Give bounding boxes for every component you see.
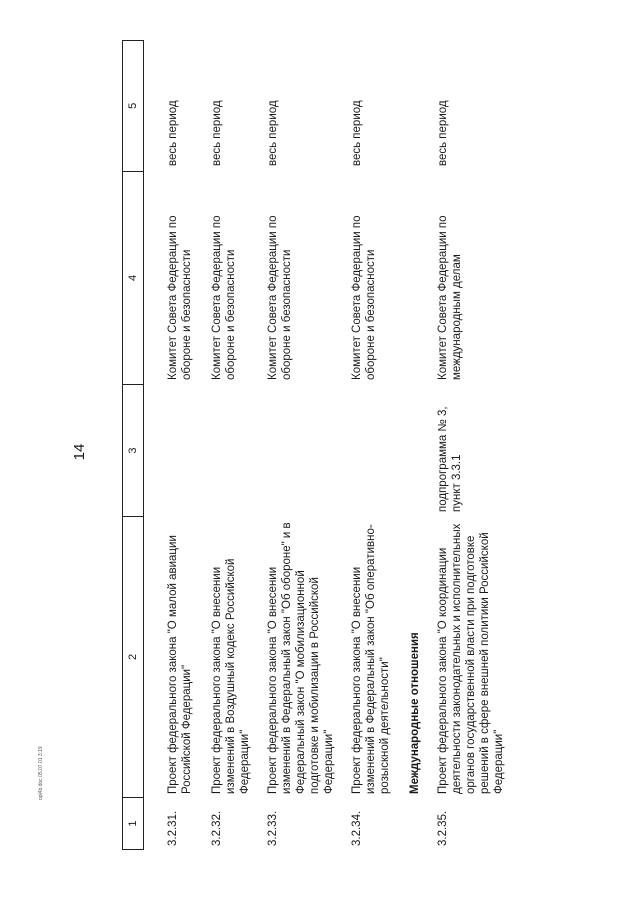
table-header bbox=[122, 40, 144, 850]
table-row bbox=[350, 40, 392, 850]
row-responsible: Комитет Совета Федерации по международным делам bbox=[437, 215, 463, 380]
row-number: 3.2.34. bbox=[351, 810, 363, 846]
row-number: 3.2.31. bbox=[167, 810, 179, 846]
row-program: подпрограмма № 3, пункт 3.3.1 bbox=[437, 406, 463, 512]
row-program bbox=[350, 384, 392, 516]
row-period: весь период bbox=[267, 100, 279, 166]
page-number: 14 bbox=[71, 443, 88, 461]
row-period: весь период bbox=[437, 100, 449, 166]
table-body bbox=[144, 40, 506, 850]
row-program bbox=[166, 384, 194, 516]
header-col-2: 2 bbox=[123, 516, 143, 797]
row-number: 3.2.35. bbox=[437, 810, 449, 846]
row-period: весь период bbox=[211, 100, 223, 166]
header-col-3: 3 bbox=[123, 384, 143, 516]
header-col-4: 4 bbox=[123, 171, 143, 384]
row-name: Проект федерального закона "О малой авиации Российской Федерации" bbox=[167, 535, 193, 794]
row-number: 3.2.32. bbox=[211, 810, 223, 846]
section-title: Международные отношения bbox=[409, 632, 421, 794]
row-responsible: Комитет Совета Федерации по обороне и безопасности bbox=[351, 215, 377, 380]
row-name: Проект федерального закона "О внесении изменений в Федеральный закон "Об обороне" и в Федеральный закон "О мобилизационной подготовке и мобилизации в Российской Федерации" bbox=[267, 522, 335, 794]
row-program bbox=[210, 384, 252, 516]
row-program bbox=[266, 384, 336, 516]
header-col-1: 1 bbox=[123, 797, 143, 849]
table-row bbox=[436, 40, 506, 850]
footer-stamp: opl4b.doc 05.07.01 3:19 bbox=[38, 746, 44, 800]
rotated-table bbox=[122, 40, 530, 850]
row-name: Проект федерального закона "О внесении изменений в Федеральный закон "Об оперативно-розыскной деятельности" bbox=[351, 524, 391, 794]
table-row bbox=[166, 40, 194, 850]
header-col-5: 5 bbox=[127, 102, 139, 109]
row-name: Проект федерального закона "О координации деятельности законодательных и исполнительных органов государственной власти при подготовке решений в сфере внешней политики Российской Федерации" bbox=[437, 523, 505, 794]
row-period: весь период bbox=[167, 100, 179, 166]
row-period: весь период bbox=[351, 100, 363, 166]
table-row bbox=[210, 40, 252, 850]
row-responsible: Комитет Совета Федерации по обороне и безопасности bbox=[267, 215, 293, 380]
row-name: Проект федерального закона "О внесении изменений в Воздушный кодекс Российской Федерации" bbox=[211, 558, 251, 794]
row-responsible: Комитет Совета Федерации по обороне и безопасности bbox=[167, 215, 193, 380]
table-row bbox=[266, 40, 336, 850]
row-responsible: Комитет Совета Федерации по обороне и безопасности bbox=[211, 215, 237, 380]
row-number: 3.2.33. bbox=[267, 810, 279, 846]
